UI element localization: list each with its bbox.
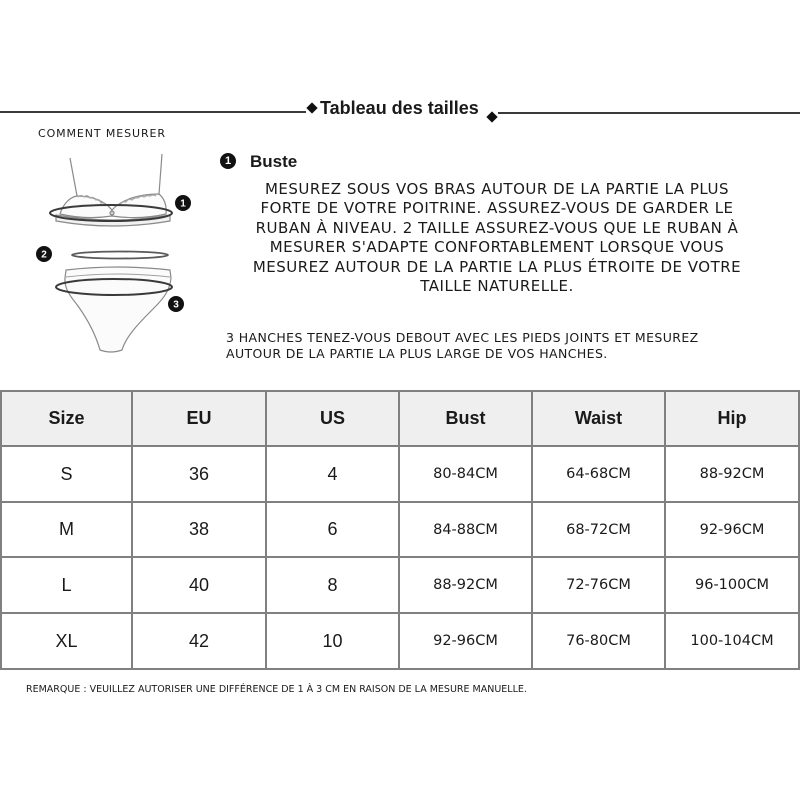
cell-eu: 40 — [133, 558, 267, 614]
marker-2-number: 2 — [41, 249, 47, 261]
cell-size: M — [0, 503, 133, 558]
bust-line: MESUREZ SOUS VOS BRAS AUTOUR DE LA PARTIE LA PLUS — [264, 180, 729, 198]
cell-us: 4 — [267, 447, 400, 503]
header-bust: Bust — [400, 390, 533, 447]
bust-number-badge: 1 — [220, 153, 236, 169]
header-us: US — [267, 390, 400, 447]
header-size: Size — [0, 390, 133, 447]
bikini-illustration — [30, 140, 200, 360]
cell-hip: 100-104CM — [666, 614, 800, 670]
marker-3-badge — [168, 296, 184, 312]
cell-us: 10 — [267, 614, 400, 670]
header-eu: EU — [133, 390, 267, 447]
cell-bust: 92-96CM — [400, 614, 533, 670]
cell-waist: 76-80CM — [533, 614, 666, 670]
cell-waist: 72-76CM — [533, 558, 666, 614]
cell-eu: 42 — [133, 614, 267, 670]
marker-2-badge — [36, 246, 52, 262]
cell-eu: 38 — [133, 503, 267, 558]
page-title: Tableau des tailles — [320, 98, 479, 118]
cell-hip: 96-100CM — [666, 558, 800, 614]
bust-line: FORTE DE VOTRE POITRINE. ASSUREZ-VOUS DE GARDER LE — [260, 199, 734, 218]
bust-line: MESUREZ AUTOUR DE LA PARTIE LA PLUS ÉTROITE DE VOTRE — [252, 257, 742, 276]
cell-size: L — [0, 558, 133, 614]
hip-line: 3 HANCHES TENEZ-VOUS DEBOUT AVEC LES PIEDS JOINTS ET MESUREZ — [226, 330, 699, 345]
cell-us: 6 — [267, 503, 400, 558]
cell-bust: 80-84CM — [400, 447, 533, 503]
cell-size: S — [0, 447, 133, 503]
how-to-measure-label: COMMENT MESURER — [38, 127, 166, 140]
left-strap — [70, 158, 77, 196]
title-rule-left — [0, 111, 306, 113]
diamond-icon — [486, 111, 497, 122]
diamond-icon — [306, 102, 317, 113]
bow-icon — [110, 211, 114, 215]
marker-1-badge — [175, 195, 191, 211]
cell-waist: 64-68CM — [533, 447, 666, 503]
right-strap — [159, 154, 162, 194]
header-hip: Hip — [666, 390, 800, 447]
hip-line: AUTOUR DE LA PARTIE LA PLUS LARGE DE VOS HANCHES. — [226, 346, 608, 361]
cell-waist: 68-72CM — [533, 503, 666, 558]
marker-3-number: 3 — [173, 299, 179, 311]
header-waist: Waist — [533, 390, 666, 447]
cell-bust: 84-88CM — [400, 503, 533, 558]
title-rule-right — [498, 112, 800, 114]
measurement-note: REMARQUE : VEUILLEZ AUTORISER UNE DIFFÉRENCE DE 1 À 3 CM EN RAISON DE LA MESURE MANUELLE. — [26, 684, 527, 695]
cell-size: XL — [0, 614, 133, 670]
bust-line: TAILLE NATURELLE. — [420, 277, 574, 296]
bust-instructions — [222, 180, 772, 296]
bust-line: RUBAN À NIVEAU. 2 TAILLE ASSUREZ-VOUS QUE LE RUBAN À — [255, 218, 739, 237]
cell-hip: 92-96CM — [666, 503, 800, 558]
bust-line: MESURER S'ADAPTE CONFORTABLEMENT LORSQUE VOUS — [269, 238, 725, 257]
cell-hip: 88-92CM — [666, 447, 800, 503]
size-chart-table — [0, 390, 800, 670]
cell-us: 8 — [267, 558, 400, 614]
waist-measure-line — [72, 252, 168, 259]
hip-instructions — [226, 330, 699, 362]
marker-1-number: 1 — [180, 198, 186, 210]
bra-top — [56, 154, 170, 226]
cell-eu: 36 — [133, 447, 267, 503]
bust-heading: Buste — [250, 152, 298, 171]
cell-bust: 88-92CM — [400, 558, 533, 614]
